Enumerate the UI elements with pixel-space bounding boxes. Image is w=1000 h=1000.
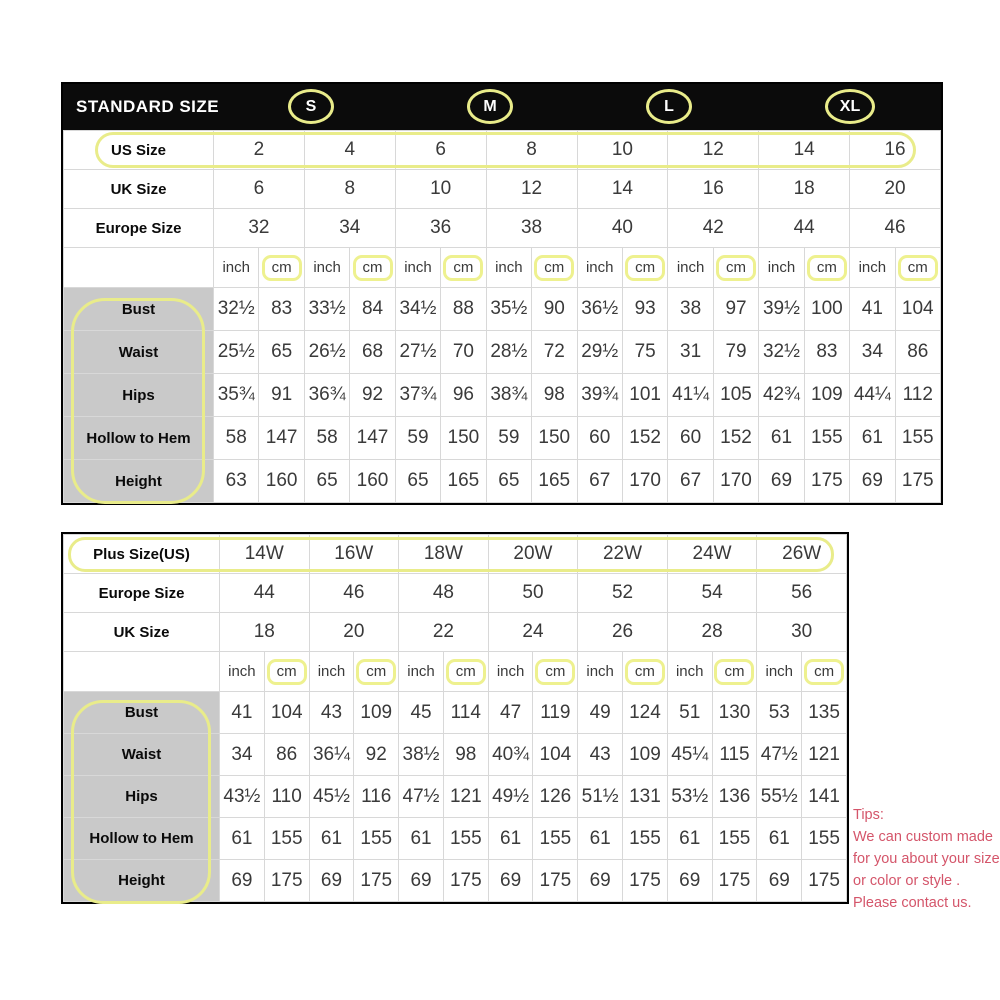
cm-badge: cm [443, 255, 483, 281]
measure-cell: 136 [712, 776, 757, 818]
measure-cell: 155 [354, 818, 399, 860]
measure-cell: 45¼ [667, 734, 712, 776]
cm-badge: cm [898, 255, 938, 281]
measure-cell: 53½ [667, 776, 712, 818]
measure-cell: 37¾ [395, 374, 440, 417]
measure-cell: 43 [309, 692, 354, 734]
measure-cell: 59 [395, 417, 440, 460]
measure-cell: 69 [667, 860, 712, 902]
measure-cell: 60 [668, 417, 713, 460]
measure-cell: 69 [220, 860, 265, 902]
cm-unit-cell [802, 652, 847, 692]
measure-cell: 47 [488, 692, 533, 734]
size-cell: 44 [759, 209, 850, 248]
inch-unit-cell: inch [220, 652, 265, 692]
size-group-ellipse: M [467, 89, 513, 124]
measure-cell: 110 [264, 776, 309, 818]
measure-cell: 34 [850, 331, 895, 374]
row-label: Waist [64, 331, 214, 374]
measure-cell: 65 [486, 460, 531, 503]
measure-cell: 47½ [399, 776, 444, 818]
measure-cell: 98 [532, 374, 577, 417]
size-row [64, 209, 941, 248]
inch-unit-cell: inch [759, 248, 804, 288]
measure-row [64, 692, 847, 734]
measure-cell: 150 [441, 417, 486, 460]
measure-cell: 28½ [486, 331, 531, 374]
size-cell: 48 [399, 574, 489, 613]
size-cell: 14 [759, 131, 850, 170]
measure-cell: 38 [668, 288, 713, 331]
measure-cell: 67 [577, 460, 622, 503]
measure-cell: 91 [259, 374, 304, 417]
measure-cell: 155 [895, 417, 940, 460]
size-cell: 16 [668, 170, 759, 209]
measure-cell: 130 [712, 692, 757, 734]
measure-cell: 58 [304, 417, 349, 460]
measure-cell: 175 [804, 460, 849, 503]
inch-unit-cell: inch [577, 248, 622, 288]
size-cell: 10 [577, 131, 668, 170]
inch-unit-cell: inch [757, 652, 802, 692]
measure-cell: 69 [578, 860, 623, 902]
measure-cell: 109 [804, 374, 849, 417]
measure-cell: 69 [488, 860, 533, 902]
measure-cell: 41 [220, 692, 265, 734]
size-cell: 44 [220, 574, 310, 613]
measure-cell: 109 [623, 734, 668, 776]
measure-cell: 55½ [757, 776, 802, 818]
measure-cell: 155 [533, 818, 578, 860]
measure-cell: 45 [399, 692, 444, 734]
measure-cell: 39½ [759, 288, 804, 331]
row-label: UK Size [64, 613, 220, 652]
measure-cell: 84 [350, 288, 395, 331]
row-label: Hollow to Hem [64, 417, 214, 460]
size-cell: 56 [757, 574, 847, 613]
measure-cell: 61 [667, 818, 712, 860]
measure-cell: 68 [350, 331, 395, 374]
cm-unit-cell [533, 652, 578, 692]
size-cell: 12 [668, 131, 759, 170]
inch-unit-cell: inch [488, 652, 533, 692]
measure-cell: 32½ [759, 331, 804, 374]
measure-cell: 29½ [577, 331, 622, 374]
measure-cell: 31 [668, 331, 713, 374]
measure-cell: 51½ [578, 776, 623, 818]
row-label: Hips [64, 374, 214, 417]
measure-cell: 34 [220, 734, 265, 776]
measure-cell: 75 [622, 331, 667, 374]
cm-unit-cell [804, 248, 849, 288]
plus_table-grid [63, 534, 847, 902]
size-cell: 16W [309, 535, 399, 574]
cm-unit-cell [895, 248, 940, 288]
measure-cell: 41 [850, 288, 895, 331]
measure-cell: 155 [712, 818, 757, 860]
measure-cell: 25½ [214, 331, 259, 374]
measure-cell: 61 [488, 818, 533, 860]
measure-cell: 36½ [577, 288, 622, 331]
row-label: Waist [64, 734, 220, 776]
size-cell: 50 [488, 574, 578, 613]
cm-unit-cell [712, 652, 757, 692]
measure-cell: 175 [895, 460, 940, 503]
measure-cell: 61 [220, 818, 265, 860]
measure-cell: 100 [804, 288, 849, 331]
standard-size-header-bar [63, 84, 941, 130]
cm-badge: cm [267, 659, 307, 685]
measure-cell: 61 [850, 417, 895, 460]
measure-cell: 69 [309, 860, 354, 902]
measure-cell: 131 [623, 776, 668, 818]
measure-cell: 90 [532, 288, 577, 331]
measure-row [64, 331, 941, 374]
cm-unit-cell [354, 652, 399, 692]
measure-cell: 175 [354, 860, 399, 902]
measure-cell: 175 [533, 860, 578, 902]
measure-cell: 83 [804, 331, 849, 374]
size-row [64, 131, 941, 170]
measure-cell: 53 [757, 692, 802, 734]
measure-cell: 51 [667, 692, 712, 734]
measure-cell: 67 [668, 460, 713, 503]
measure-row [64, 776, 847, 818]
measure-cell: 69 [399, 860, 444, 902]
cm-badge: cm [714, 659, 754, 685]
inch-unit-cell: inch [309, 652, 354, 692]
row-label: Hips [64, 776, 220, 818]
measure-cell: 34½ [395, 288, 440, 331]
size-cell: 28 [667, 613, 757, 652]
row-label: US Size [64, 131, 214, 170]
size-cell: 26W [757, 535, 847, 574]
inch-unit-cell: inch [399, 652, 444, 692]
size-cell: 8 [486, 131, 577, 170]
measure-cell: 147 [350, 417, 395, 460]
inch-unit-cell: inch [578, 652, 623, 692]
measure-cell: 155 [804, 417, 849, 460]
measure-cell: 105 [713, 374, 758, 417]
measure-cell: 175 [802, 860, 847, 902]
measure-cell: 72 [532, 331, 577, 374]
size-cell: 42 [668, 209, 759, 248]
measure-cell: 104 [533, 734, 578, 776]
cm-badge: cm [353, 255, 393, 281]
measure-cell: 170 [713, 460, 758, 503]
measure-cell: 61 [578, 818, 623, 860]
measure-cell: 65 [304, 460, 349, 503]
size-group-ellipse: XL [825, 89, 875, 124]
inch-unit-cell: inch [214, 248, 259, 288]
cm-badge: cm [716, 255, 756, 281]
measure-cell: 44¼ [850, 374, 895, 417]
measure-cell: 49 [578, 692, 623, 734]
tips-line: Please contact us. [853, 895, 972, 911]
tips-title: Tips: [853, 807, 884, 823]
measure-cell: 79 [713, 331, 758, 374]
measure-row [64, 860, 847, 902]
measure-cell: 165 [441, 460, 486, 503]
measure-cell: 69 [759, 460, 804, 503]
measure-cell: 35½ [486, 288, 531, 331]
inch-unit-cell: inch [850, 248, 895, 288]
row-label: UK Size [64, 170, 214, 209]
cm-unit-cell [622, 248, 667, 288]
measure-cell: 116 [354, 776, 399, 818]
measure-cell: 86 [895, 331, 940, 374]
measure-cell: 38½ [399, 734, 444, 776]
measure-cell: 39¾ [577, 374, 622, 417]
size-cell: 20 [850, 170, 941, 209]
size-cell: 20 [309, 613, 399, 652]
size-cell: 36 [395, 209, 486, 248]
size-cell: 34 [304, 209, 395, 248]
row-label: Europe Size [64, 209, 214, 248]
standard-size-table [61, 82, 943, 505]
size-cell: 4 [304, 131, 395, 170]
size-cell: 32 [214, 209, 305, 248]
measure-cell: 41¼ [668, 374, 713, 417]
measure-cell: 121 [443, 776, 488, 818]
measure-cell: 65 [395, 460, 440, 503]
tips-line: or color or style . [853, 873, 961, 889]
unit-label-empty [64, 652, 220, 692]
measure-cell: 70 [441, 331, 486, 374]
size-cell: 20W [488, 535, 578, 574]
size-cell: 10 [395, 170, 486, 209]
unit-row [64, 652, 847, 692]
size-cell: 16 [850, 131, 941, 170]
measure-cell: 155 [443, 818, 488, 860]
cm-unit-cell [441, 248, 486, 288]
measure-cell: 61 [309, 818, 354, 860]
measure-cell: 61 [757, 818, 802, 860]
measure-cell: 45½ [309, 776, 354, 818]
measure-cell: 36¾ [304, 374, 349, 417]
measure-cell: 69 [757, 860, 802, 902]
cm-badge: cm [535, 659, 575, 685]
measure-cell: 121 [802, 734, 847, 776]
size-cell: 46 [850, 209, 941, 248]
measure-cell: 69 [850, 460, 895, 503]
unit-label-empty [64, 248, 214, 288]
measure-cell: 43 [578, 734, 623, 776]
measure-cell: 32½ [214, 288, 259, 331]
measure-cell: 135 [802, 692, 847, 734]
size-row [64, 170, 941, 209]
measure-cell: 93 [622, 288, 667, 331]
cm-badge: cm [807, 255, 847, 281]
inch-unit-cell: inch [667, 652, 712, 692]
measure-cell: 92 [354, 734, 399, 776]
size-cell: 18 [759, 170, 850, 209]
measure-row [64, 818, 847, 860]
size-cell: 40 [577, 209, 668, 248]
measure-cell: 101 [622, 374, 667, 417]
standard-size-title: STANDARD SIZE [76, 97, 220, 116]
measure-cell: 27½ [395, 331, 440, 374]
inch-unit-cell: inch [304, 248, 349, 288]
size-cell: 6 [395, 131, 486, 170]
measure-cell: 36¼ [309, 734, 354, 776]
measure-cell: 92 [350, 374, 395, 417]
cm-badge: cm [534, 255, 574, 281]
measure-cell: 150 [532, 417, 577, 460]
unit-row [64, 248, 941, 288]
measure-cell: 96 [441, 374, 486, 417]
tips-line: for you about your size [853, 851, 1000, 867]
measure-cell: 49½ [488, 776, 533, 818]
measure-cell: 115 [712, 734, 757, 776]
measure-cell: 175 [443, 860, 488, 902]
size-cell: 18 [220, 613, 310, 652]
cm-unit-cell [350, 248, 395, 288]
size-cell: 54 [667, 574, 757, 613]
measure-cell: 170 [622, 460, 667, 503]
measure-cell: 124 [623, 692, 668, 734]
size-row [64, 535, 847, 574]
measure-cell: 160 [350, 460, 395, 503]
measure-cell: 109 [354, 692, 399, 734]
size-cell: 46 [309, 574, 399, 613]
measure-cell: 114 [443, 692, 488, 734]
size-cell: 24W [667, 535, 757, 574]
measure-cell: 43½ [220, 776, 265, 818]
measure-cell: 112 [895, 374, 940, 417]
measure-cell: 58 [214, 417, 259, 460]
measure-cell: 152 [713, 417, 758, 460]
measure-cell: 63 [214, 460, 259, 503]
size-cell: 24 [488, 613, 578, 652]
row-label: Plus Size(US) [64, 535, 220, 574]
size-row [64, 574, 847, 613]
measure-cell: 175 [623, 860, 668, 902]
size-cell: 2 [214, 131, 305, 170]
measure-cell: 155 [802, 818, 847, 860]
measure-cell: 98 [443, 734, 488, 776]
size-cell: 38 [486, 209, 577, 248]
cm-unit-cell [713, 248, 758, 288]
inch-unit-cell: inch [395, 248, 440, 288]
row-label: Bust [64, 692, 220, 734]
cm-unit-cell [532, 248, 577, 288]
size-cell: 14 [577, 170, 668, 209]
measure-row [64, 734, 847, 776]
size-group-ellipse: L [646, 89, 692, 124]
cm-badge: cm [625, 659, 665, 685]
size-cell: 6 [214, 170, 305, 209]
measure-cell: 60 [577, 417, 622, 460]
measure-cell: 42¾ [759, 374, 804, 417]
inch-unit-cell: inch [668, 248, 713, 288]
measure-cell: 59 [486, 417, 531, 460]
size-cell: 18W [399, 535, 489, 574]
measure-row [64, 460, 941, 503]
measure-row [64, 374, 941, 417]
measure-cell: 119 [533, 692, 578, 734]
cm-badge: cm [625, 255, 665, 281]
standard_table-grid [63, 130, 941, 503]
size-row [64, 613, 847, 652]
size-cell: 22W [578, 535, 668, 574]
size-cell: 8 [304, 170, 395, 209]
measure-cell: 97 [713, 288, 758, 331]
measure-cell: 33½ [304, 288, 349, 331]
measure-cell: 47½ [757, 734, 802, 776]
measure-cell: 61 [399, 818, 444, 860]
row-label: Bust [64, 288, 214, 331]
measure-cell: 147 [259, 417, 304, 460]
cm-badge: cm [262, 255, 302, 281]
measure-cell: 165 [532, 460, 577, 503]
row-label: Hollow to Hem [64, 818, 220, 860]
measure-cell: 175 [264, 860, 309, 902]
measure-cell: 86 [264, 734, 309, 776]
tips-line: We can custom made [853, 829, 993, 845]
measure-cell: 104 [895, 288, 940, 331]
measure-cell: 160 [259, 460, 304, 503]
measure-cell: 152 [622, 417, 667, 460]
size-cell: 52 [578, 574, 668, 613]
measure-cell: 155 [623, 818, 668, 860]
row-label: Height [64, 460, 214, 503]
measure-cell: 83 [259, 288, 304, 331]
measure-cell: 35¾ [214, 374, 259, 417]
measure-cell: 38¾ [486, 374, 531, 417]
plus-size-table [61, 532, 849, 904]
cm-badge: cm [446, 659, 486, 685]
cm-unit-cell [264, 652, 309, 692]
measure-cell: 65 [259, 331, 304, 374]
measure-cell: 61 [759, 417, 804, 460]
custom-tips-note [853, 804, 1000, 914]
measure-cell: 126 [533, 776, 578, 818]
cm-unit-cell [623, 652, 668, 692]
row-label: Height [64, 860, 220, 902]
size-group-ellipse: S [288, 89, 334, 124]
size-cell: 14W [220, 535, 310, 574]
cm-unit-cell [443, 652, 488, 692]
measure-cell: 155 [264, 818, 309, 860]
size-cell: 26 [578, 613, 668, 652]
cm-badge: cm [804, 659, 844, 685]
row-label: Europe Size [64, 574, 220, 613]
measure-cell: 40¾ [488, 734, 533, 776]
measure-cell: 88 [441, 288, 486, 331]
measure-cell: 104 [264, 692, 309, 734]
inch-unit-cell: inch [486, 248, 531, 288]
size-cell: 30 [757, 613, 847, 652]
measure-row [64, 288, 941, 331]
cm-badge: cm [356, 659, 396, 685]
measure-cell: 175 [712, 860, 757, 902]
size-cell: 12 [486, 170, 577, 209]
cm-unit-cell [259, 248, 304, 288]
measure-cell: 26½ [304, 331, 349, 374]
measure-row [64, 417, 941, 460]
size-cell: 22 [399, 613, 489, 652]
measure-cell: 141 [802, 776, 847, 818]
